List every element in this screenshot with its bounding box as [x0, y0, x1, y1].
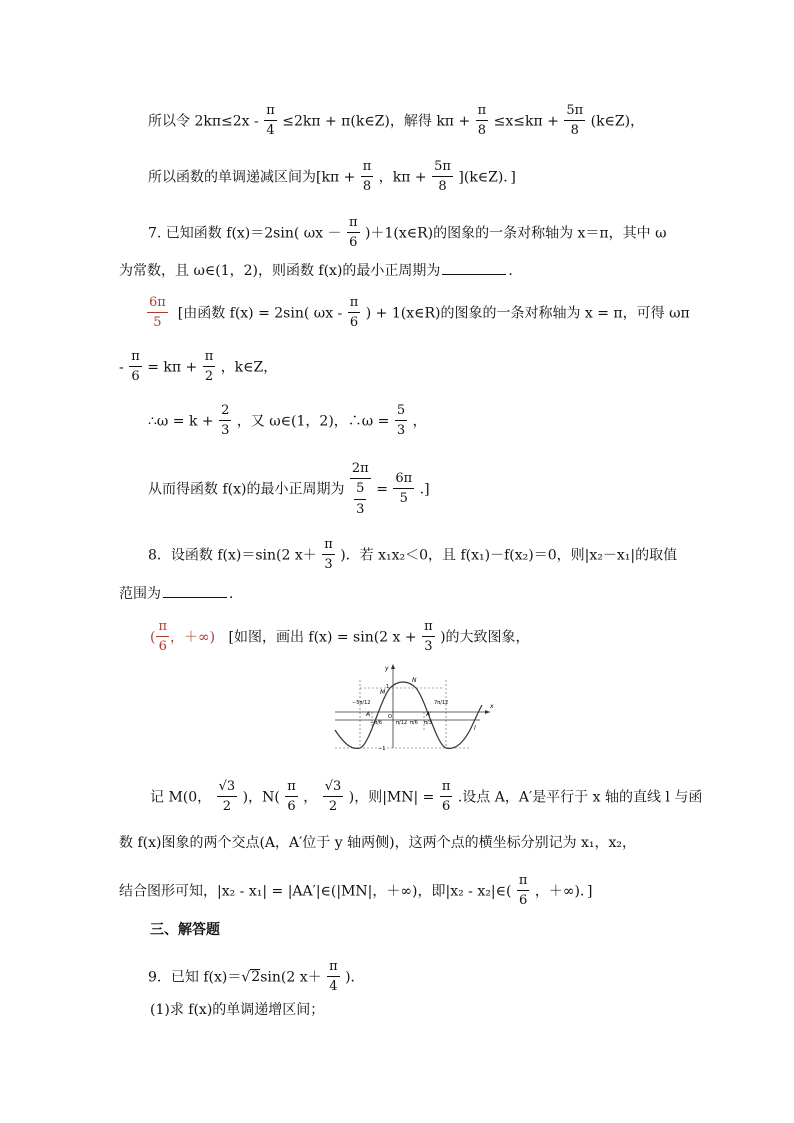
sqrt-icon: √: [241, 969, 251, 986]
text-span: [由函数 f(x) = 2sin( ωx -: [177, 305, 343, 322]
solution6-line2: [148, 160, 516, 195]
text-span: 9．已知 f(x)＝: [148, 969, 242, 986]
line-l-label: l: [474, 725, 476, 732]
q9-line2: (1)求 f(x)的单调递增区间；: [150, 1002, 325, 1018]
text-span: )．若 x₁x₂＜0，且 f(x₁)－f(x₂)＝0，则|x₂－x₁|的取值: [340, 547, 678, 564]
text-span: 所以函数的单调递减区间为[kπ +: [148, 169, 356, 186]
numerator: √3: [323, 780, 344, 797]
denominator: 4: [266, 123, 275, 139]
numerator: 6π: [147, 296, 168, 313]
tick-label-pi-6: π/6: [410, 720, 418, 726]
text-span: 从而得函数 f(x)的最小正周期为: [148, 481, 345, 498]
fraction: [476, 104, 489, 139]
denominator: 5: [153, 315, 162, 331]
q8-solution-line4: [119, 874, 592, 909]
fraction: [285, 780, 298, 815]
fraction: [348, 296, 361, 331]
denominator: 8: [362, 179, 372, 195]
numerator: π: [203, 350, 216, 367]
text-span: ) + 1(x∈R)的图象的一条对称轴为 x = π，可得 ωπ: [365, 305, 690, 322]
text-span: ，k∈Z，: [220, 359, 278, 376]
numerator: π: [348, 296, 361, 313]
y-axis-label: y: [385, 665, 389, 672]
numerator: π: [347, 216, 360, 233]
fraction: [203, 350, 216, 385]
sine-graph-figure: [330, 660, 500, 750]
tick-label-minus-1: −1: [378, 746, 386, 750]
denominator: [350, 479, 371, 517]
answer-blank: [163, 585, 227, 598]
text-span: 范围为: [119, 586, 161, 602]
numerator: π: [264, 104, 277, 121]
fraction: [422, 620, 435, 655]
answer-text: ，＋∞): [170, 629, 216, 646]
numerator: π: [327, 960, 340, 977]
tick-label-neg-pi-6: −π/6: [370, 720, 383, 726]
fraction: [395, 404, 407, 439]
text-span: ，又 ω∈(1，2)，∴ω =: [236, 413, 390, 430]
q8-solution-line1: [150, 620, 530, 655]
point-n-label: N: [412, 677, 417, 684]
denominator: 6: [158, 639, 167, 655]
text-span: )，则|MN| =: [348, 789, 435, 806]
text-span: =: [376, 481, 388, 498]
numerator: π: [361, 160, 374, 177]
denominator: 8: [438, 179, 447, 195]
numerator: π: [422, 620, 435, 637]
numerator: 5: [395, 404, 407, 421]
fraction: [219, 404, 231, 439]
denominator: 6: [131, 369, 140, 385]
fraction: [347, 216, 360, 251]
compound-fraction: [350, 462, 371, 517]
text-span: 所以令 2kπ≤2x -: [148, 113, 259, 130]
point-m-label: M: [380, 689, 386, 696]
denominator: 6: [349, 315, 359, 331]
text-span: ，kπ +: [378, 169, 427, 186]
tick-label-pi-3: π/3: [424, 720, 432, 726]
fraction: [517, 874, 530, 909]
fraction: [440, 780, 453, 815]
denominator: 2: [328, 799, 338, 815]
numerator: √3: [217, 780, 238, 797]
denominator: 2: [204, 369, 214, 385]
numerator: π: [440, 780, 453, 797]
text-span: )，N(: [242, 789, 280, 806]
q8-solution-line3: [119, 836, 636, 850]
text-span: ．: [508, 263, 523, 279]
text-span: ．: [229, 586, 243, 602]
text-span: ，: [412, 413, 427, 430]
denominator: 6: [441, 799, 451, 815]
x-axis-arrow-icon: [485, 710, 490, 714]
text-span: ∴ω = k +: [148, 413, 214, 430]
text-span: (k∈Z)，: [590, 113, 645, 130]
x-axis-label: x: [490, 703, 494, 710]
fraction: [361, 160, 374, 195]
denominator: 2: [222, 799, 232, 815]
point-a-prime-label: A′: [426, 711, 432, 718]
point-a-label: A: [366, 711, 371, 718]
fraction: [129, 350, 142, 385]
answer-fraction: [147, 296, 168, 331]
fraction: [564, 104, 585, 139]
q7-solution-line3: [148, 404, 427, 439]
numerator: 6π: [393, 472, 414, 489]
tick-label-1: 1: [386, 684, 390, 690]
y-axis-arrow-icon: [391, 664, 395, 669]
text-span: 记 M(0，: [150, 789, 212, 806]
numerator: π: [285, 780, 298, 797]
origin-label: O: [388, 714, 392, 720]
q7-solution-line4: [148, 462, 430, 517]
answer-text: (: [150, 629, 156, 646]
text-span: ≤x≤kπ +: [493, 113, 559, 130]
text-span: = kπ +: [147, 359, 198, 376]
text-span: 8．设函数 f(x)＝sin(2 x＋: [148, 547, 317, 564]
denominator: 3: [221, 423, 230, 439]
fraction: [432, 160, 453, 195]
fraction: [323, 780, 344, 815]
sine-curve: [335, 682, 482, 748]
text-span: sin(2 x＋: [260, 969, 322, 986]
sqrt-radicand: 2: [251, 969, 261, 986]
numerator: π: [322, 538, 335, 555]
denominator: 8: [570, 123, 579, 139]
q8-solution-line2: [150, 780, 702, 815]
fraction: [217, 780, 238, 815]
fraction: [327, 960, 340, 995]
text-span: .设点 A，A′是平行于 x 轴的直线 l 与函: [457, 789, 703, 806]
numerator: 2: [219, 404, 231, 421]
text-span: 7. 已知函数 f(x)＝2sin( ωx －: [148, 225, 342, 242]
tick-label-7pi-12: 7π/12: [434, 700, 449, 706]
denominator: 4: [329, 979, 338, 995]
numerator: π: [129, 350, 142, 367]
section-heading: 三、解答题: [150, 922, 220, 938]
text-span: ](k∈Z)．]: [458, 169, 516, 186]
numerator: π: [476, 104, 489, 121]
solution6-line1: [148, 104, 644, 139]
text-span: 为常数，且 ω∈(1，2)，则函数 f(x)的最小正周期为: [119, 263, 441, 279]
numerator: 2π: [350, 462, 371, 479]
numerator: π: [517, 874, 530, 891]
denominator: 8: [477, 123, 487, 139]
denominator: 3: [396, 423, 406, 439]
text-span: .]: [419, 481, 430, 498]
numerator: 5π: [432, 160, 453, 177]
text-span: ，＋∞)．]: [534, 883, 593, 900]
q9-line1: [148, 960, 365, 995]
q8-line2: [119, 585, 243, 601]
fraction: [354, 482, 366, 517]
denominator: 6: [287, 799, 296, 815]
numerator: π: [156, 620, 169, 637]
numerator: 5π: [564, 104, 585, 121]
denominator: 3: [356, 501, 365, 517]
text-span: -: [119, 359, 124, 376]
answer-fraction: [156, 620, 169, 655]
denominator: 6: [349, 235, 358, 251]
tick-label-neg-5pi-12: −5π/12: [352, 700, 371, 706]
text-span: [如图，画出 f(x) = sin(2 x +: [228, 629, 417, 646]
fraction: [264, 104, 277, 139]
text-span: )．: [345, 969, 365, 986]
denominator: 5: [399, 491, 408, 507]
q7-line1: [148, 216, 667, 251]
q7-solution-line2: [119, 350, 277, 385]
text-span: ，: [303, 789, 318, 806]
fraction: [393, 472, 414, 507]
text-span: ≤2kπ + π(k∈Z)，解得 kπ +: [282, 113, 471, 130]
answer-blank: [442, 262, 506, 275]
denominator: 6: [519, 893, 528, 909]
denominator: 3: [424, 639, 433, 655]
text-span: 结合图形可知，|x₂ - x₁| = |AA′|∈(|MN|，＋∞)，即|x₂ - x₂|∈(: [119, 883, 512, 900]
text-span: 数 f(x)图象的两个交点(A，A′位于 y 轴两侧)，这两个点的横坐标分别记为 x₁，x₂，: [119, 835, 637, 851]
q7-solution-line1: [146, 296, 690, 331]
text-span: )＋1(x∈R)的图象的一条对称轴为 x＝π，其中 ω: [364, 225, 667, 242]
text-span: )的大致图象，: [440, 629, 530, 646]
fraction: [322, 538, 335, 573]
q7-line2: [119, 262, 522, 278]
denominator: 3: [324, 557, 333, 573]
numerator: 5: [354, 482, 366, 499]
tick-label-pi-12: π/12: [396, 720, 408, 726]
q8-line1: [148, 538, 677, 573]
